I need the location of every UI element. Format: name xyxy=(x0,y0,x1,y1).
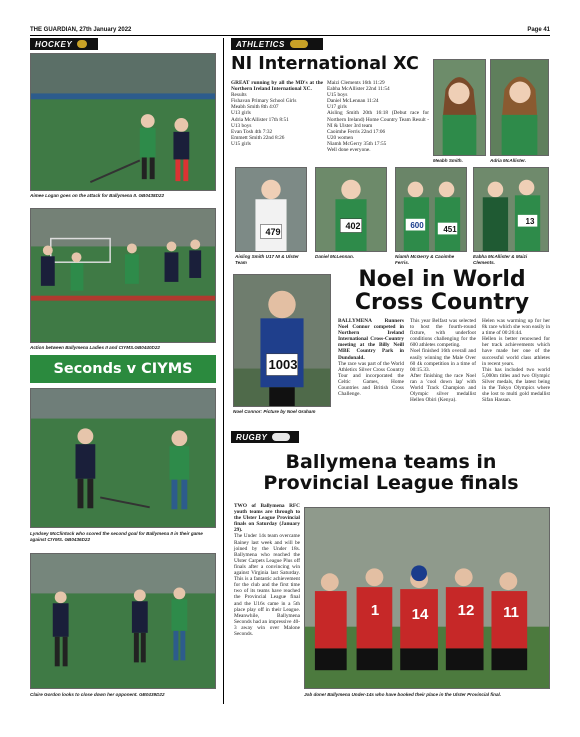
xc-caption-adria: Adria McAllister. xyxy=(490,158,526,163)
xc-line: U17 girls xyxy=(327,104,347,111)
noel-article-col-3: Helen was warming up for her 8k race which she won easily in a time of 00:26:44. Hellen is better renowned for her track achievements which have made her one of the successful world class athletes in recent years. This has included two world 5,000m titles and two Olympic Silver medals, the latest being in the Tokyo Olympics where she lost to multi gold medallist Sifan Hassan. xyxy=(482,318,550,404)
xc-line: Aisling Smith 20th 16:18 (Debut race for Northern Ireland) Home Country Team Result - NI & Ulster 3rd team xyxy=(327,110,429,129)
xc-line: U15 girls xyxy=(231,140,251,147)
xc-line: Fishavan Primary School Girls xyxy=(231,98,297,105)
xc-line: Meabh Smith 8th 4:07 xyxy=(231,104,279,111)
bib-number: 451 xyxy=(443,225,457,234)
hockey-photo-3 xyxy=(30,388,216,528)
rugby-headline-line-2: Provincial League finals xyxy=(263,472,519,494)
bib-number: 600 xyxy=(410,221,424,230)
xc-line: Results xyxy=(231,92,247,99)
xc-photo-daniel xyxy=(315,167,387,252)
bib-number: 479 xyxy=(265,227,281,237)
jersey-number: 11 xyxy=(503,604,519,621)
xc-results-col-1 xyxy=(231,80,323,147)
hockey-photo-1 xyxy=(30,53,216,191)
hockey-caption-2: Action between Ballymena Ladies II and CIYMS.GB0440D22 xyxy=(30,345,160,350)
hockey-banner xyxy=(30,38,98,50)
xc-line: Daniel McLennan 11:24 xyxy=(327,98,379,105)
hockey-caption-4: Claire Gordon looks to close down her opponent. GB0439D22 xyxy=(30,692,165,697)
xc-results-col-2 xyxy=(327,80,429,153)
rugby-banner xyxy=(231,431,299,443)
hockey-photo-2 xyxy=(30,208,216,343)
noel-article-col-1 xyxy=(338,318,404,397)
xc-line: Adria McAllister 17th 8:51 xyxy=(231,116,289,123)
xc-line: Niamh McGerry 35th 17:55 xyxy=(327,140,387,147)
hockey-photo-4 xyxy=(30,553,216,689)
rugby-headline-line-1: Ballymena teams in xyxy=(285,451,497,473)
hockey-caption-1: Aimee Logan goes on the attack for Ballymena II. GB0438D22 xyxy=(30,193,165,198)
xc-line: U15 boys xyxy=(327,92,348,99)
rugby-article xyxy=(234,503,300,637)
xc-line: Evan Tosh 4th 7:32 xyxy=(231,128,273,135)
noel-caption: Noel Connor: Picture by Noel Graham xyxy=(233,409,316,414)
bib-number: 13 xyxy=(525,217,535,226)
hockey-label: HOCKEY xyxy=(35,39,73,49)
noel-connor-photo xyxy=(233,274,331,407)
athletics-label: ATHLETICS xyxy=(236,39,285,49)
rugby-caption: Job done! Ballymena Under-14s who have booked their place in the Ulster Provincial final. xyxy=(304,692,502,697)
header-rule xyxy=(30,35,550,36)
rugby-ball-icon xyxy=(272,433,290,441)
athletics-banner xyxy=(231,38,323,50)
xc-photo-meabh xyxy=(433,59,486,156)
noel-lead: BALLYMENA Runners Noel Connor competed in Northern Ireland International Cross-Country meeting at the Billy Neill MBE Country Park in Dundonald. xyxy=(338,318,404,361)
page-number: Page 41 xyxy=(527,27,550,33)
xc-caption-niamh-caoimhe: Niamh McGerry & Caoimhe Ferris. xyxy=(395,254,455,265)
xc-photo-aisling xyxy=(235,167,307,252)
xc-line: U13 boys xyxy=(231,122,252,129)
rugby-label: RUGBY xyxy=(236,432,268,442)
xc-line: Emmett Smith 22nd 8:26 xyxy=(231,134,285,141)
xc-photo-adria xyxy=(490,59,549,156)
runner-icon xyxy=(290,40,308,48)
rugby-lead: TWO of Ballymena RFC youth teams are through to the Ulster League Provincial finals on Saturday (January 29). xyxy=(234,503,300,534)
xc-photo-niamh-caoimhe xyxy=(395,167,467,252)
column-divider xyxy=(223,38,224,704)
xc-line: Maizi Clements 16th 11:29 xyxy=(327,80,385,86)
xc-line: Well done everyone. xyxy=(327,147,371,154)
rugby-headline xyxy=(231,452,551,494)
noel-headline xyxy=(333,268,551,314)
rugby-team-photo xyxy=(304,507,550,689)
jersey-number: 12 xyxy=(457,602,475,619)
newspaper-date: THE GUARDIAN, 27th January 2022 xyxy=(30,27,132,33)
hockey-caption-3: Lyndsey McClintock who scored the second goal for Ballymena II in their game against CIYMS. GB0436D22 xyxy=(30,531,203,542)
noel-paragraph: The race was part of the World Athletics Silver Cross Country Tour and incorporated the Celtic Games, Home Countries and British Cross Challenge. xyxy=(338,360,404,398)
bib-number: 402 xyxy=(345,221,361,231)
xc-caption-aisling: Aisling Smith U17 NI & Ulster Team xyxy=(235,254,299,265)
xc-caption-meabh: Meabh Smith. xyxy=(433,158,463,163)
jersey-number: 1 xyxy=(370,602,380,619)
xc-line: U13 girls xyxy=(231,110,251,117)
xc-headline: NI International XC xyxy=(231,54,419,74)
xc-photo-eabha-maizi xyxy=(473,167,549,252)
jersey-number: 14 xyxy=(411,606,429,623)
xc-line: Caoimhe Ferris 22nd 17:06 xyxy=(327,128,386,135)
hockey-stick-icon xyxy=(77,40,87,48)
noel-headline-line-2: Cross Country xyxy=(354,290,530,315)
noel-article-col-2: This year Belfast was selected to host the fourth-round fixture, with underfoot conditions challenging for the 600 athletes competing. Noel finished 16th overall and easily winning the Male Over 60 4k competition in a time of 00:15.33. After finishing the race Noel ran a 'cool down lap' with World Track Champion and Olympic silver medallist Hellen Obiri (Kenya). xyxy=(410,318,476,404)
noel-headline-line-1: Noel in World xyxy=(358,267,526,292)
bib-number: 1003 xyxy=(268,357,298,372)
xc-caption-eabha-maizi: Eabha McAllister & Maizi Clements. xyxy=(473,254,528,265)
xc-intro: GREAT running by all the MD's at the Northern Ireland International XC. xyxy=(231,80,323,93)
xc-line: U20 women xyxy=(327,134,354,141)
rugby-paragraph: The Under 14s team overcame Rainey last week and will be joined by the Under 18s. Ballymena who reached the Ulster Carpets League Plus off finals after a convincing win against Virginia last Saturday. This is a fantastic achievement for the club and the first time two of its teams have reached the Provincial League final and the U16s came in a 5th place play off in their League. Meanwhile, Ballymena Seconds had an impressive 40-3 away win over Malone Seconds. xyxy=(234,533,300,637)
xc-line: Eabha McAllister 22nd 11:54 xyxy=(327,86,390,93)
hockey-subheading: Seconds v CIYMS xyxy=(30,355,216,383)
xc-caption-daniel: Daniel McLennan. xyxy=(315,254,355,259)
